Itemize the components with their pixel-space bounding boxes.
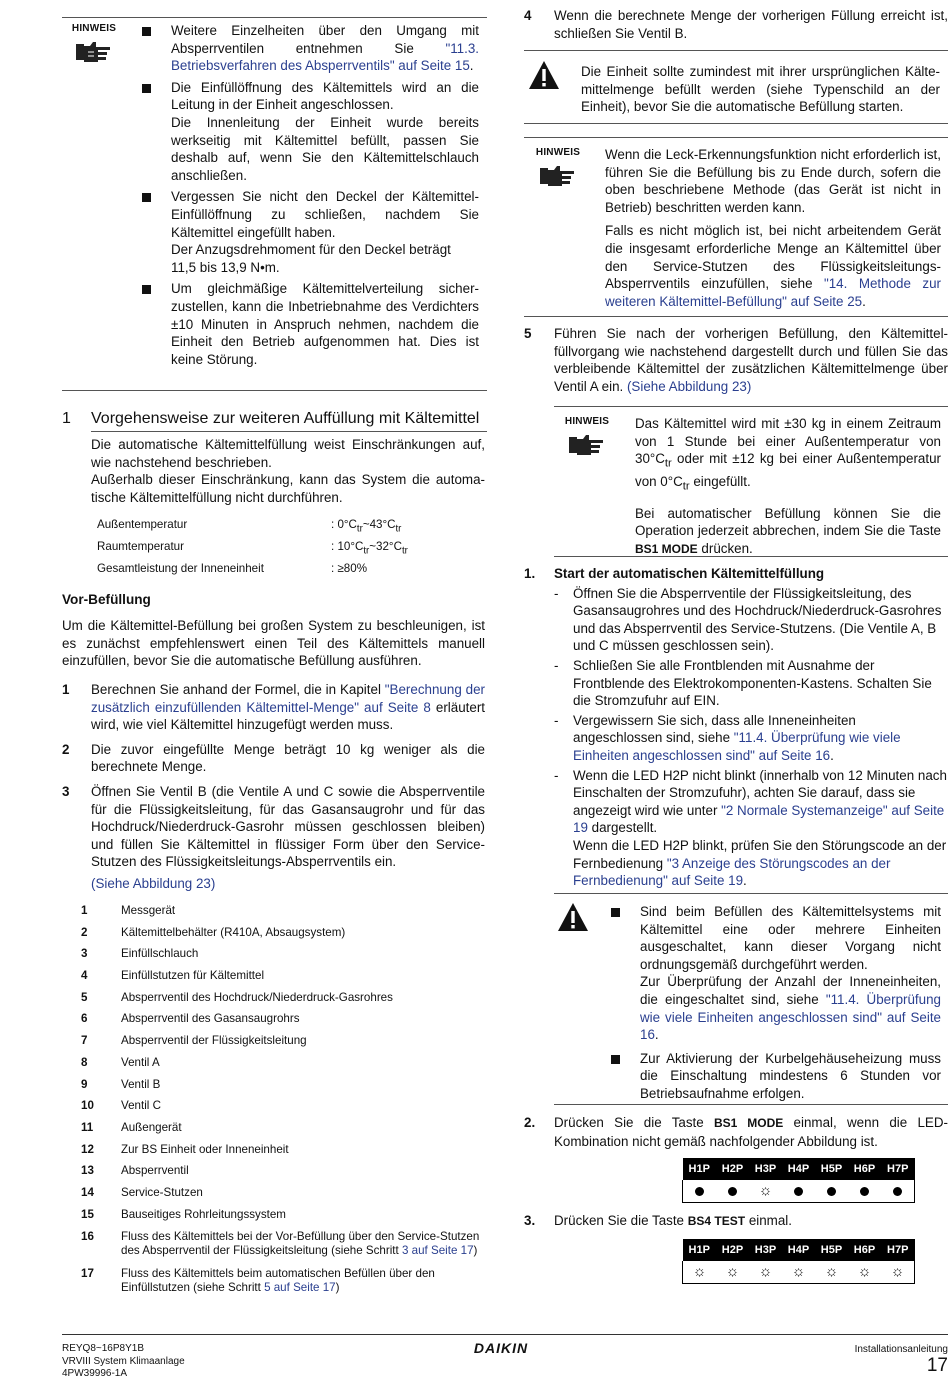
legend-text: Zur BS Einheit oder Inneneinheit xyxy=(121,1142,289,1156)
warning-text: Die Einheit sollte zumindest mit ihrer ursprünglichen Kälte-mittelmenge befüllt werden (siehe Typenschild an der Einheit), bevor Sie die automatische Befüllung starten. xyxy=(581,64,940,115)
legend-item xyxy=(81,904,481,926)
divider xyxy=(524,316,948,317)
led-label: H7P xyxy=(881,1239,915,1261)
vor-text: Um die Kältemittel-Befüllung bei großen System zu beschleunigen, ist es zunächst empfehlenswert einen Teil des Kältemittels manuell einzufüllen, bevor Sie die automatische Befüllung ausführen. xyxy=(62,618,485,669)
footer-doc: 4PW39996-1A xyxy=(62,1368,128,1379)
hinweis-bullets xyxy=(142,22,479,368)
hinweis-badge xyxy=(528,147,588,186)
divider xyxy=(554,893,948,894)
led-blink-icon: ☼ xyxy=(848,1261,881,1284)
legend-number: 3 xyxy=(81,947,88,961)
pointing-hand-icon xyxy=(76,40,112,62)
divider xyxy=(524,50,948,51)
footer-model: REYQ8~16P8Y1B xyxy=(62,1343,144,1354)
legend-item: 17 Fluss des Kältemittels beim automatischen Befüllen über den Einfüllstutzen (siehe Schritt 5 auf Seite 17) xyxy=(81,1267,435,1294)
legend-text: Bauseitiges Rohrleitungssystem xyxy=(121,1207,286,1221)
led-table xyxy=(682,1239,915,1284)
led-label: H3P xyxy=(749,1158,782,1180)
legend-text: Kältemittelbehälter (R410A, Absaugsystem) xyxy=(121,925,346,939)
legend-number: 15 xyxy=(81,1207,94,1221)
led-blink-icon: ☼ xyxy=(716,1261,749,1284)
led-blink-icon: ☼ xyxy=(749,1180,782,1203)
key-bs4-test: BS4 TEST xyxy=(687,1214,746,1228)
legend-item xyxy=(81,1078,481,1100)
legend-number: 4 xyxy=(81,969,88,983)
divider xyxy=(554,556,948,557)
led-on-icon xyxy=(716,1180,749,1203)
legend-number: 11 xyxy=(81,1120,94,1134)
limit-row: Raumtemperatur : $10^\circ C_{tr}\sim 32^\circ C_{tr}$ xyxy=(97,540,408,557)
hinweis-2: Wenn die Leck-Erkennungsfunktion nicht erforderlich ist, führen Sie die Befüllung bis zu Ende durch, sofern die oben beschriebene Methode (das Gerät ist nicht in Betrieb) beschritten werden kann. Falls es nicht möglich ist, bei nicht arbeitendem Gerät die insgesamt erforderliche Menge an Kältemittel über den Service-Stutzen des Flüssigkeitsleitungs-Absperrventils einzufüllen, siehe "14. Methode zur weiteren Kältemittel-Befüllung" auf Seite 25. xyxy=(605,147,941,309)
hinweis-bullet: Vergessen Sie nicht den Deckel der Kältemittel-Einfüllöffnung zu schließen, nachdem Sie Kältemittel eingefüllt haben. Der Anzugsdrehmoment für den Deckel beträgt 11,5 bis 13,9 N•m. xyxy=(142,188,479,276)
warning-icon xyxy=(528,60,560,90)
pointing-hand-icon xyxy=(540,164,576,186)
legend-item: 16 Fluss des Kältemittels bei der Vor-Befüllung über den Service-Stutzen des Absperrventil der Flüssigkeitsleitung (siehe Schritt 3 auf Seite 17) xyxy=(81,1230,480,1257)
led-on-icon xyxy=(782,1180,815,1203)
legend-item xyxy=(81,1164,481,1186)
step-s3: 3. Drücken Sie die Taste BS4 TEST einmal. xyxy=(524,1213,792,1228)
link-schritt-5[interactable]: 5 auf Seite 17 xyxy=(264,1281,336,1294)
hinweis-bullet: Weitere Einzelheiten über den Umgang mit Absperrventilen entnehmen Sie "11.3. Betriebsverfahren des Absperrventils" auf Seite 15. xyxy=(142,22,479,75)
legend-item xyxy=(81,926,481,948)
legend-number: 8 xyxy=(81,1055,88,1069)
led-blink-icon: ☼ xyxy=(815,1261,848,1284)
legend-number: 2 xyxy=(81,925,88,939)
legend-number: 1 xyxy=(81,904,88,917)
legend-number: 14 xyxy=(81,1185,94,1199)
hinweis-3: Das Kältemittel wird mit ±30 kg in einem Zeitraum von 1 Stunde bei einer Außentemperatur von $30^\circ C_{tr}$ oder mit ±12 kg bei einer Außentemperatur von $0^\circ C_{tr}$ eingefüllt. Bei automatischer Befüllung können Sie die Operation jederzeit abbrechen, indem Sie die Taste BS1 MODE drücken. xyxy=(635,416,941,556)
legend-text: Außengerät xyxy=(121,1120,182,1134)
warning-bullets xyxy=(611,903,941,1103)
legend-item xyxy=(81,1034,481,1056)
dash-item: - Vergewissern Sie sich, dass alle Inneneinheiten angeschlossen sind, siehe "11.4. Überprüfung wie viele Einheiten angeschlossen sind" auf Seite 16. xyxy=(554,712,901,763)
legend-text: Service-Stutzen xyxy=(121,1185,203,1199)
divider xyxy=(524,123,948,124)
led-blink-icon: ☼ xyxy=(881,1261,915,1284)
warning-icon xyxy=(557,902,589,932)
hinweis-bullet: Die Einfüllöffnung des Kältemittels wird an die Leitung in der Einheit angeschlossen. Die Innenleitung der Einheit wurde bereits werkseitig mit Kältemittel befüllt, passen Sie deshalb auf, wenn Sie den Kältemittelschlauch anschließen. xyxy=(142,79,479,185)
legend-extra xyxy=(81,1230,481,1295)
led-blink-icon: ☼ xyxy=(683,1261,717,1284)
limit-row: Außentemperatur : $0^\circ C_{tr}\sim 43^\circ C_{tr}$ xyxy=(97,518,402,535)
steps-list xyxy=(62,681,485,893)
legend-number: 10 xyxy=(81,1099,94,1113)
legend-item xyxy=(81,991,481,1013)
legend-text: Absperrventil des Hochdruck/Niederdruck-Gasrohres xyxy=(121,990,393,1004)
key-bs1-mode: BS1 MODE xyxy=(714,1116,784,1130)
step-item: 3 Öffnen Sie Ventil B (die Ventile A und C sowie die Absperrventile für die Flüssigkeitsleitung, für das Gasansaugrohr und für das Hochdruck/Niederdruck-Gasrohr müssen geschlossen bleiben) und füllen Sie Kältemittel in flüssiger Form über den Service-Stutzen des Flüssigkeitsleitungs-Absperrventils ein. (Siehe Abbildung 23) xyxy=(62,783,485,891)
key-bs1-mode: BS1 MODE xyxy=(635,541,698,556)
legend-item xyxy=(81,1056,481,1078)
step-item: 2 Die zuvor eingefüllte Menge beträgt 10 kg weniger als die berechnete Menge. xyxy=(62,741,485,775)
hinweis-bullet: Um gleichmäßige Kältemittelverteilung sicher-zustellen, kann die Inbetriebnahme des Verdichters ±10 Minuten in Anspruch nehmen, nachdem die Einheit den Betrieb aufgenommen hat. Dies ist keine Störung. xyxy=(142,280,479,368)
section-title: Vorgehensweise zur weiteren Auffüllung mit Kältemittel xyxy=(91,410,480,427)
legend-text: Absperrventil der Flüssigkeitsleitung xyxy=(121,1034,307,1048)
divider xyxy=(554,1104,948,1105)
led-label: H3P xyxy=(749,1239,782,1261)
led-label: H5P xyxy=(815,1239,848,1261)
link-abbildung[interactable]: (Siehe Abbildung 23) xyxy=(91,875,216,891)
divider xyxy=(91,431,487,432)
hinweis-label: HINWEIS xyxy=(535,147,581,158)
led-label: H6P xyxy=(848,1239,881,1261)
led-on-icon xyxy=(683,1180,717,1203)
legend-number: 12 xyxy=(81,1142,94,1156)
led-label: H1P xyxy=(683,1158,717,1180)
link-systemanzeige[interactable]: "2 Normale Systemanzeige" auf Seite 19 xyxy=(573,802,945,836)
led-label: H7P xyxy=(881,1158,915,1180)
legend-number: 6 xyxy=(81,1012,88,1026)
hinweis-label: HINWEIS xyxy=(71,23,117,34)
link-abbildung[interactable]: (Siehe Abbildung 23) xyxy=(626,378,752,394)
start-section: 1. Start der automatischen Kältemittelfüllung - Öffnen Sie die Absperrventile der Flüssigkeitsleitung, des Gasansaugrohres und des Hochdruck/Niederdruck-Gasrohres und das Absperrventil des Service-Stutzens. (Die Ventile A, B und C müssen geschlossen sein). - Schließen Sie alle Frontblenden mit Ausnahme der Frontblende des Elektrokomponenten-Kastens. Schalten Sie die Stromzufuhr auf EIN. - Vergewissern Sie sich, dass alle Inneneinheiten angeschlossen sind, siehe "11.4. Überprüfung wie viele Einheiten angeschlossen sind" auf Seite 16. - Wenn die LED H2P nicht blinkt (innerhalb von 12 Minuten nach Einschalten der Stromzufuhr), achten Sie darauf, dass sie angezeigt wird wie unter "2 Normale Systemanzeige" auf Seite 19 dargestellt. Wenn die LED H2P blinkt, prüfen Sie den Störungscode an der Fernbedienung "3 Anzeige des Störungscodes an der Fernbedienung" auf Seite 19. xyxy=(524,566,947,889)
led-table xyxy=(682,1158,915,1203)
link-betriebsverfahren[interactable]: "11.3. Betriebsverfahren des Absperrventils" auf Seite 15 xyxy=(171,40,479,74)
led-label: H2P xyxy=(716,1158,749,1180)
limits-table xyxy=(97,518,487,584)
divider xyxy=(62,17,487,18)
legend-text: Messgerät xyxy=(121,904,176,917)
led-label: H1P xyxy=(683,1239,717,1261)
divider xyxy=(554,406,948,407)
link-methode[interactable]: "14. Methode zur weiteren Kältemittel-Befüllung" auf Seite 25 xyxy=(605,276,941,309)
dash-item: - Schließen Sie alle Frontblenden mit Ausnahme der Frontblende des Elektrokomponenten-Kastens. Schalten Sie die Stromzufuhr auf EIN. xyxy=(554,657,932,709)
footer-system: VRVIII System Klimaanlage xyxy=(62,1355,185,1367)
legend-text: Einfüllstutzen für Kältemittel xyxy=(121,969,265,983)
hinweis-badge xyxy=(557,416,617,455)
warning-bullet: Zur Aktivierung der Kurbelgehäuseheizung muss die Einschaltung mindestens 6 Stunden vor Betriebsaufnahme erfolgen. xyxy=(611,1050,941,1103)
step-4: 4 Wenn die berechnete Menge der vorherigen Füllung erreicht ist, schließen Sie Ventil B. xyxy=(524,8,948,41)
dash-item: - Wenn die LED H2P nicht blinkt (innerhalb von 12 Minuten nach Einschalten der Stromzufuhr), achten Sie darauf, dass sie angezeigt wird wie unter "2 Normale Systemanzeige" auf Seite 19 dargestellt. Wenn die LED H2P blinkt, prüfen Sie den Störungscode an der Fernbedienung "3 Anzeige des Störungscodes an der Fernbedienung" auf Seite 19. xyxy=(554,767,947,889)
legend-number: 7 xyxy=(81,1034,88,1048)
led-blink-icon: ☼ xyxy=(782,1261,815,1284)
dash-item: - Öffnen Sie die Absperrventile der Flüssigkeitsleitung, des Gasansaugrohres und des Hochdruck/Niederdruck-Gasrohres und das Absperrventil des Service-Stutzens. (Die Ventile A, B und C müssen geschlossen sein). xyxy=(554,585,942,654)
led-on-icon xyxy=(881,1180,915,1203)
legend-text: Absperrventil des Gasansaugrohrs xyxy=(121,1012,300,1026)
legend-item xyxy=(81,1099,481,1121)
led-label: H4P xyxy=(782,1239,815,1261)
vor-title: Vor-Befüllung xyxy=(62,592,151,607)
legend-item xyxy=(81,969,481,991)
footer-left xyxy=(62,1343,185,1381)
brand-logo: DAIKIN xyxy=(473,1340,529,1356)
legend-number: 9 xyxy=(81,1077,88,1091)
legend-text: Ventil C xyxy=(121,1099,161,1113)
start-steps xyxy=(524,585,948,890)
hinweis-label: HINWEIS xyxy=(564,416,610,427)
divider xyxy=(62,390,487,391)
link-stoerungscode[interactable]: "3 Anzeige des Störungscodes an der Fernbedienung" auf Seite 19 xyxy=(573,855,891,889)
pointing-hand-icon xyxy=(569,433,605,455)
legend-number: 13 xyxy=(81,1164,94,1178)
led-label: H6P xyxy=(848,1158,881,1180)
legend-item xyxy=(81,1208,481,1230)
link-ueberpruefung[interactable]: "11.4. Überprüfung wie viele Einheiten angeschlossen sind" auf Seite 16 xyxy=(573,730,901,763)
step-s2: 2. Drücken Sie die Taste BS1 MODE einmal, wenn die LED-Kombination nicht gemäß nachfolgender Abbildung ist. xyxy=(524,1115,948,1149)
legend-item xyxy=(81,1121,481,1143)
legend-item xyxy=(81,1186,481,1208)
legend-text: Absperrventil xyxy=(121,1164,189,1178)
legend-text: Ventil A xyxy=(121,1055,160,1069)
footer-type: Installationsanleitung xyxy=(854,1344,948,1355)
legend-text: Einfüllschlauch xyxy=(121,947,199,961)
step-5: 5 Führen Sie nach der vorherigen Befüllung, den Kältemittel-füllvorgang wie nachstehend dargestellt durch und füllen Sie das verbleibende Kältemittel der zusätzlichen Kältemittelmenge über Ventil A ein. (Siehe Abbildung 23) xyxy=(524,326,948,394)
link-ueberpruefung[interactable]: "11.4. Überprüfung wie viele Einheiten angeschlossen sind" auf Seite 16 xyxy=(640,991,941,1043)
led-on-icon xyxy=(848,1180,881,1203)
step-item: 1 Berechnen Sie anhand der Formel, die in Kapitel "Berechnung der zusätzlich einzufüllenden Kältemittel-Menge" auf Seite 8 erläutert wird, wie viel Kältemittel hinzugefügt werden muss. xyxy=(62,682,486,733)
limit-row: Gesamtleistung der Inneneinheit : ≥80% xyxy=(97,562,368,575)
led-label: H4P xyxy=(782,1158,815,1180)
led-on-icon xyxy=(815,1180,848,1203)
link-schritt-3[interactable]: 3 auf Seite 17 xyxy=(401,1244,474,1257)
page-number: 17 xyxy=(926,1355,948,1376)
legend-item xyxy=(81,947,481,969)
legend-item xyxy=(81,1012,481,1034)
legend-item xyxy=(81,1143,481,1165)
link-berechnung[interactable]: "Berechnung der zusätzlich einzufüllenden Kältemittel-Menge" auf Seite 8 xyxy=(91,682,485,715)
led-blink-icon: ☼ xyxy=(749,1261,782,1284)
hinweis-badge xyxy=(64,23,124,62)
section-number: 1 xyxy=(62,410,71,427)
legend-number: 5 xyxy=(81,990,88,1004)
warning-bullet: Sind beim Befüllen des Kältemittelsystems mit Kältemittel eine oder mehrere Einheiten ausgeschaltet, kann dieser Vorgang nicht ordnungsgemäß durchgeführt werden. Zur Überprüfung der Anzahl der Inneneinheiten, die eingeschaltet sind, siehe "11.4. Überprüfung wie viele Einheiten angeschlossen sind" auf Seite 16. xyxy=(611,903,941,1044)
section-intro: Die automatische Kältemittelfüllung weist Einschränkungen auf, wie nachstehend beschrieben. Außerhalb dieser Einschränkung, kann das System die automa-tische Kältemittelfüllung nicht durchführen. xyxy=(91,437,485,505)
divider xyxy=(524,137,948,138)
led-label: H2P xyxy=(716,1239,749,1261)
led-label: H5P xyxy=(815,1158,848,1180)
legend-list xyxy=(81,904,481,1229)
footer-divider xyxy=(62,1334,948,1335)
legend-text: Ventil B xyxy=(121,1077,161,1091)
